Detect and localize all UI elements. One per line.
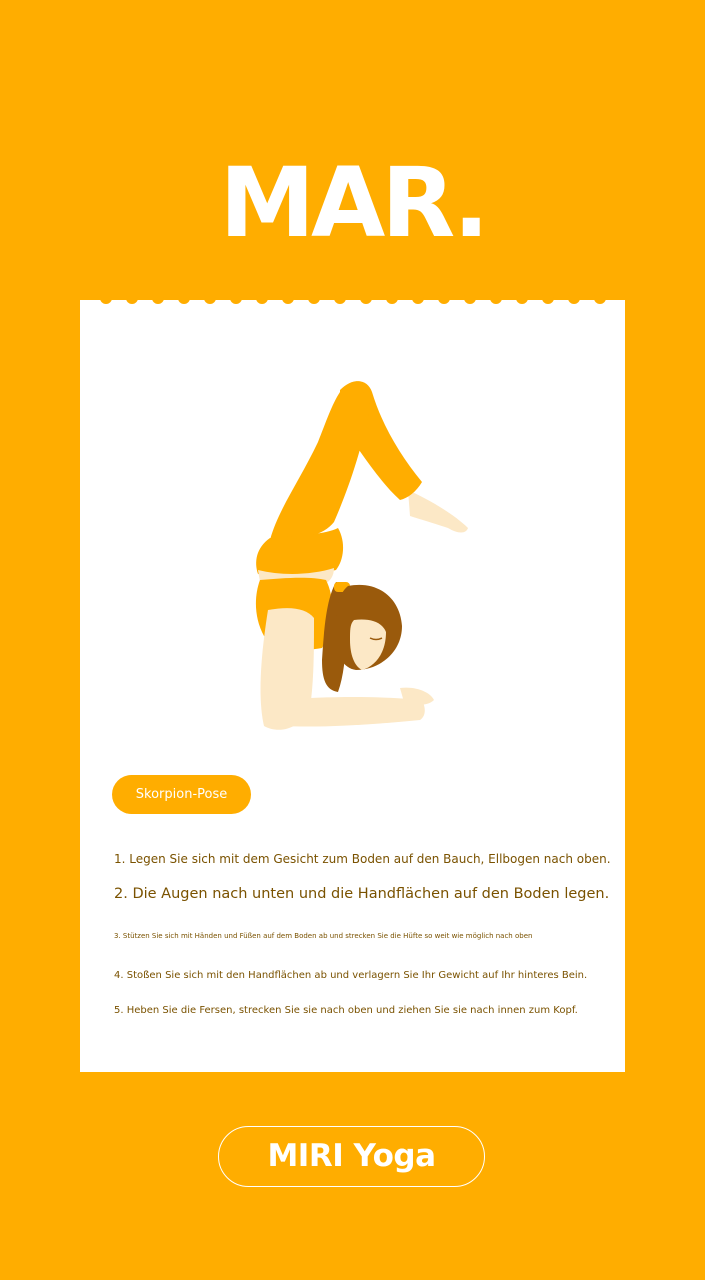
instruction-step: 4. Stoßen Sie sich mit den Handflächen ab und verlagern Sie Ihr Gewicht auf Ihr hinteres Bein. <box>114 970 588 981</box>
thigh <box>270 389 370 541</box>
instruction-step: 1. Legen Sie sich mit dem Gesicht zum Boden auf den Bauch, Ellbogen nach oben. <box>114 852 611 866</box>
pose-name-badge: Skorpion-Pose <box>112 775 251 814</box>
instruction-step: 5. Heben Sie die Fersen, strecken Sie sie nach oben und ziehen Sie sie nach innen zum Kopf. <box>114 1005 578 1016</box>
foot <box>408 490 468 533</box>
forearm <box>278 697 425 727</box>
brand-logo-button[interactable]: MIRI Yoga <box>218 1126 485 1187</box>
month-title: MAR. <box>219 147 486 259</box>
hand <box>400 688 434 705</box>
card-scallop-edge <box>80 294 625 308</box>
yoga-scorpion-pose-illustration <box>230 370 490 740</box>
instruction-step: 2. Die Augen nach unten und die Handflächen auf den Boden legen. <box>114 886 610 902</box>
pose-card <box>80 300 625 1072</box>
instruction-step: 3. Stützen Sie sich mit Händen und Füßen auf dem Boden ab und strecken Sie die Hüfte so weit wie möglich nach oben <box>114 932 533 940</box>
